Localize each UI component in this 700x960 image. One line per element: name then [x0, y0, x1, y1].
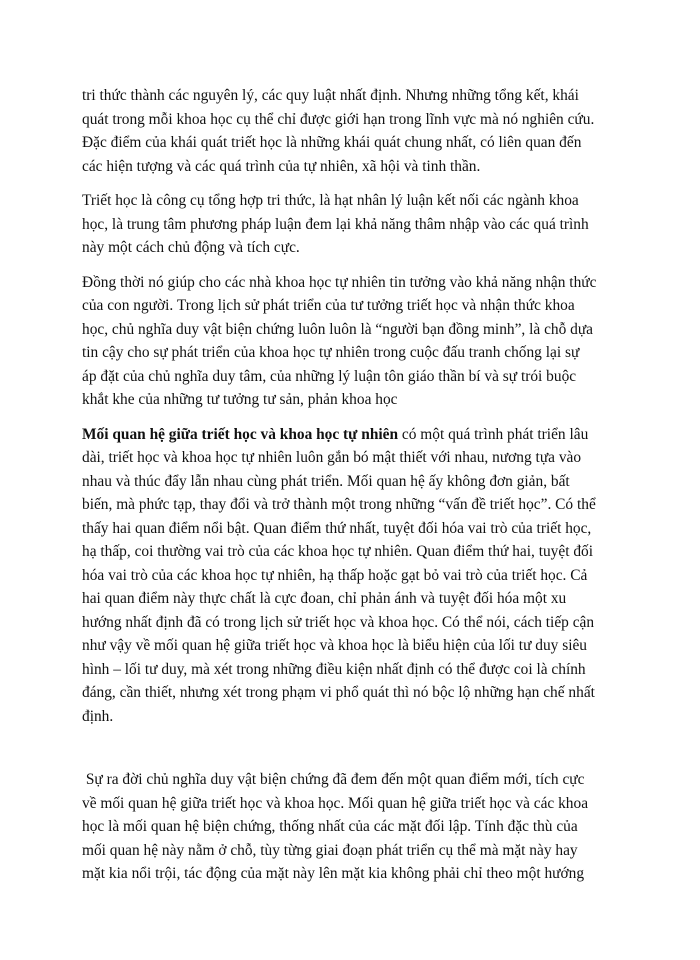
text-line: Đặc điểm của khái quát triết học là những khái quát chung nhất, có liên quan đến: [82, 134, 582, 151]
paragraph-5: [82, 768, 622, 886]
text-line: quát trong mỗi khoa học cụ thể chỉ được giới hạn trong lĩnh vực mà nó nghiên cứu.: [82, 110, 595, 128]
paragraph-3: [82, 271, 622, 412]
text-line: biến, mà phức tạp, thay đổi và trở thành một trong những “vấn đề triết học”. Có thể: [82, 496, 596, 513]
document-body: [82, 84, 622, 897]
paragraph-4: [82, 423, 622, 729]
text-line: áp đặt của chủ nghĩa duy tâm, của những lý luận tôn giáo thần bí và sự trói buộc: [82, 367, 577, 385]
text-line-lead: [82, 423, 622, 447]
text-line: hướng nhất định đã có trong lịch sử triết học và khoa học. Có thể nói, cách tiếp cận: [82, 613, 595, 631]
text-line: mặt kia nổi trội, tác động của mặt này lên mặt kia không phải chỉ theo một hướng: [82, 865, 585, 882]
text-line: dài, triết học và khoa học tự nhiên luôn gắn bó mật thiết với nhau, nương tựa vào: [82, 449, 582, 466]
text-line: định.: [82, 707, 114, 725]
text-line: học là mối quan hệ biện chứng, thống nhất của các mặt đối lập. Tính đặc thù của: [82, 818, 578, 835]
text-line: khắt khe của những tư tưởng tư sản, phản khoa học: [82, 391, 398, 408]
text-line: hóa vai trò của các khoa học tự nhiên, hạ thấp hoặc gạt bỏ vai trò của triết học. Cả: [82, 566, 588, 584]
text-line: học, là trung tâm phương pháp luận đem lại khả năng thâm nhập vào các quá trình: [82, 215, 589, 233]
text-line: học, chủ nghĩa duy vật biện chứng luôn luôn là “người bạn đồng minh”, là chỗ dựa: [82, 320, 594, 338]
text-line: thấy hai quan điểm nổi bật. Quan điểm thứ nhất, tuyệt đối hóa vai trò của triết học,: [82, 519, 592, 537]
paragraph-2: [82, 189, 622, 260]
paragraph-1: [82, 84, 622, 178]
text-line: hạ thấp, coi thường vai trò của các khoa học tự nhiên. Quan điểm thứ hai, tuyệt đối: [82, 543, 593, 560]
text-line: đáng, cần thiết, nhưng xét trong phạm vi phổ quát thì nó bộc lộ những hạn chế nhất: [82, 684, 595, 701]
text-line: về mối quan hệ giữa triết học và khoa học. Mối quan hệ giữa triết học và các khoa: [82, 794, 589, 812]
text-line: các hiện tượng và các quá trình của tự nhiên, xã hội và tinh thần.: [82, 157, 481, 175]
text-line: nhau và thúc đẩy lẫn nhau cùng phát triển. Mối quan hệ ấy không đơn giản, bất: [82, 472, 570, 490]
text-line: tri thức thành các nguyên lý, các quy luật nhất định. Nhưng những tổng kết, khái: [82, 87, 579, 104]
bold-heading-phrase: Mối quan hệ giữa triết học và khoa học tự nhiên: [82, 425, 399, 443]
text-line: của con người. Trong lịch sử phát triển của tư tưởng triết học và nhận thức khoa: [82, 297, 575, 314]
text-line: như vậy về mối quan hệ giữa triết học và khoa học là biểu hiện của lối tư duy siêu: [82, 637, 587, 654]
text-line: mối quan hệ này nằm ở chỗ, tùy từng giai đoạn phát triển cụ thể mà mặt này hay: [82, 841, 578, 859]
text-line: hai quan điểm này thực chất là cực đoan, chỉ phản ánh và tuyệt đối hóa một xu: [82, 590, 567, 607]
text-line: Triết học là công cụ tổng hợp tri thức, là hạt nhân lý luận kết nối các ngành khoa: [82, 192, 579, 209]
text-line: hình – lối tư duy, mà xét trong những điều kiện nhất định có thể được coi là chính: [82, 660, 586, 678]
lead-continuation: có một quá trình phát triển lâu: [398, 425, 589, 443]
text-line: Đồng thời nó giúp cho các nhà khoa học tự nhiên tin tưởng vào khả năng nhận thức: [82, 273, 597, 291]
text-line: Sự ra đời chủ nghĩa duy vật biện chứng đã đem đến một quan điểm mới, tích cực: [82, 771, 585, 788]
text-line: tin cậy cho sự phát triển của khoa học tự nhiên trong cuộc đấu tranh chống lại sự: [82, 344, 580, 361]
text-line: này một cách chủ động và tích cực.: [82, 239, 300, 256]
